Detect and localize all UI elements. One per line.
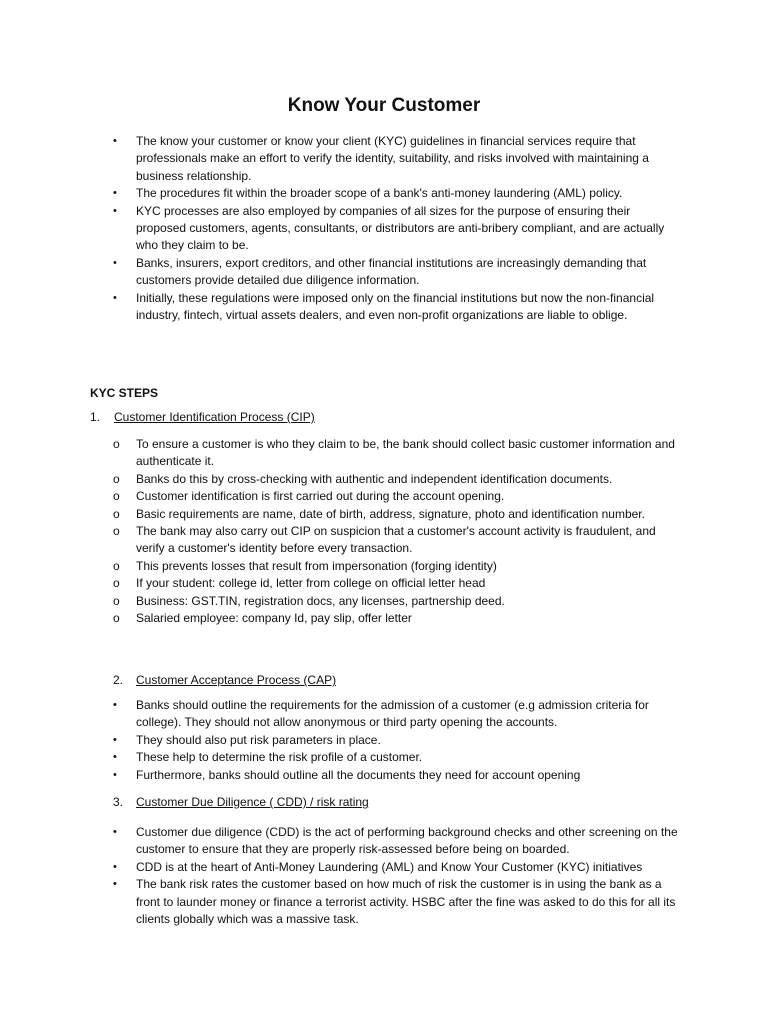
bullet-marker: • <box>113 768 117 781</box>
circle-marker: o <box>113 489 120 504</box>
list-item-text: Customer identification is first carried out during the account opening. <box>136 489 505 504</box>
page-title: Know Your Customer <box>287 95 481 116</box>
list-item <box>0 488 768 505</box>
bullet-marker: • <box>113 733 117 746</box>
bullet-marker: • <box>113 187 117 200</box>
list-item <box>0 436 768 471</box>
circle-marker: o <box>113 437 120 451</box>
list-item-text: Business: GST.TIN, registration docs, any licenses, partnership deed. <box>136 593 505 608</box>
list-item <box>0 290 768 325</box>
list-item-text: To ensure a customer is who they claim to be, the bank should collect basic customer information and authenticate it. <box>136 437 675 469</box>
step-number: 3. <box>113 795 124 809</box>
step-2-list <box>0 697 768 784</box>
list-item-text: Banks, insurers, export creditors, and other financial institutions are increasingly demanding that customers provide detailed due diligence information. <box>136 255 647 288</box>
list-item <box>0 824 768 859</box>
list-item <box>0 203 768 255</box>
list-item <box>0 255 768 290</box>
circle-marker: o <box>113 611 120 626</box>
circle-marker: o <box>113 558 120 573</box>
step-label: Customer Acceptance Process (CAP) <box>136 673 337 687</box>
bullet-marker: • <box>113 878 117 891</box>
step-1-heading <box>90 409 315 426</box>
circle-marker: o <box>113 524 120 539</box>
kyc-steps-heading: KYC STEPS <box>90 386 159 400</box>
bullet-marker: • <box>113 135 117 147</box>
list-item-text: The procedures fit within the broader scope of a bank's anti-money laundering (AML) policy. <box>136 186 623 201</box>
list-item <box>0 876 768 928</box>
bullet-marker: • <box>113 204 117 217</box>
list-item-text: CDD is at the heart of Anti-Money Laundering (AML) and Know Your Customer (KYC) initiatives <box>136 859 643 874</box>
list-item-text: Basic requirements are name, date of birth, address, signature, photo and identification number. <box>136 506 645 521</box>
list-item <box>0 575 768 592</box>
circle-marker: o <box>113 576 120 591</box>
list-item <box>0 732 768 749</box>
list-item <box>0 523 768 558</box>
step-3-heading <box>113 794 369 811</box>
list-item-text: KYC processes are also employed by companies of all sizes for the purpose of ensuring their proposed customers, agents, consultants, or distributors are anti-bribery compliant, and are actually who they claim to be. <box>136 203 665 253</box>
list-item-text: If your student: college id, letter from college on official letter head <box>136 576 486 591</box>
list-item <box>0 471 768 488</box>
bullet-marker: • <box>113 751 117 764</box>
list-item <box>0 133 768 185</box>
list-item <box>0 767 768 784</box>
list-item <box>0 859 768 876</box>
step-2-heading <box>113 672 336 689</box>
list-item-text: The bank may also carry out CIP on suspicion that a customer's account activity is fraudulent, and verify a customer's identity before every transaction. <box>136 524 656 556</box>
list-item-text: They should also put risk parameters in place. <box>136 732 381 747</box>
step-number: 2. <box>113 673 124 687</box>
bullet-marker: • <box>113 860 117 873</box>
step-label: Customer Due Diligence ( CDD) / risk rating <box>136 795 369 809</box>
list-item-text: The bank risk rates the customer based on how much of risk the customer is in using the bank as a front to launder money or finance a terrorist activity. HSBC after the fine was asked to do this for all its clients globally which was a massive task. <box>136 877 676 927</box>
list-item-text: Banks should outline the requirements for the admission of a customer (e.g admission criteria for college). They should not allow anonymous or third party opening the accounts. <box>136 698 649 730</box>
bullet-marker: • <box>113 291 117 304</box>
list-item-text: This prevents losses that result from impersonation (forging identity) <box>136 558 497 573</box>
list-item <box>0 506 768 523</box>
list-item-text: Furthermore, banks should outline all the documents they need for account opening <box>136 767 581 782</box>
circle-marker: o <box>113 506 120 521</box>
step-3-list <box>0 824 768 928</box>
list-item <box>0 593 768 610</box>
list-item-text: Salaried employee: company Id, pay slip, offer letter <box>136 611 412 626</box>
list-item <box>0 749 768 766</box>
circle-marker: o <box>113 471 120 486</box>
list-item <box>0 558 768 575</box>
circle-marker: o <box>113 593 120 608</box>
step-label: Customer Identification Process (CIP) <box>114 410 315 424</box>
list-item-text: Customer due diligence (CDD) is the act of performing background checks and other screening on the customer to ensure that they are properly risk-assessed before being on boarded. <box>136 825 678 857</box>
bullet-marker: • <box>113 699 117 711</box>
list-item <box>0 610 768 627</box>
bullet-marker: • <box>113 256 117 269</box>
list-item-text: These help to determine the risk profile of a customer. <box>136 750 423 765</box>
list-item-text: Banks do this by cross-checking with authentic and independent identification documents. <box>136 471 613 486</box>
list-item <box>0 697 768 732</box>
list-item-text: The know your customer or know your client (KYC) guidelines in financial services require that professionals make an effort to verify the identity, suitability, and risks involved with maintaining a business relationship. <box>136 134 649 183</box>
bullet-marker: • <box>113 826 117 838</box>
intro-bullet-list <box>0 133 768 324</box>
step-1-list <box>0 436 768 627</box>
list-item-text: Initially, these regulations were imposed only on the financial institutions but now the non-financial industry, fintech, virtual assets dealers, and even non-profit organizations are liable to oblige. <box>136 290 655 323</box>
list-item <box>0 185 768 202</box>
step-number: 1. <box>90 410 101 424</box>
